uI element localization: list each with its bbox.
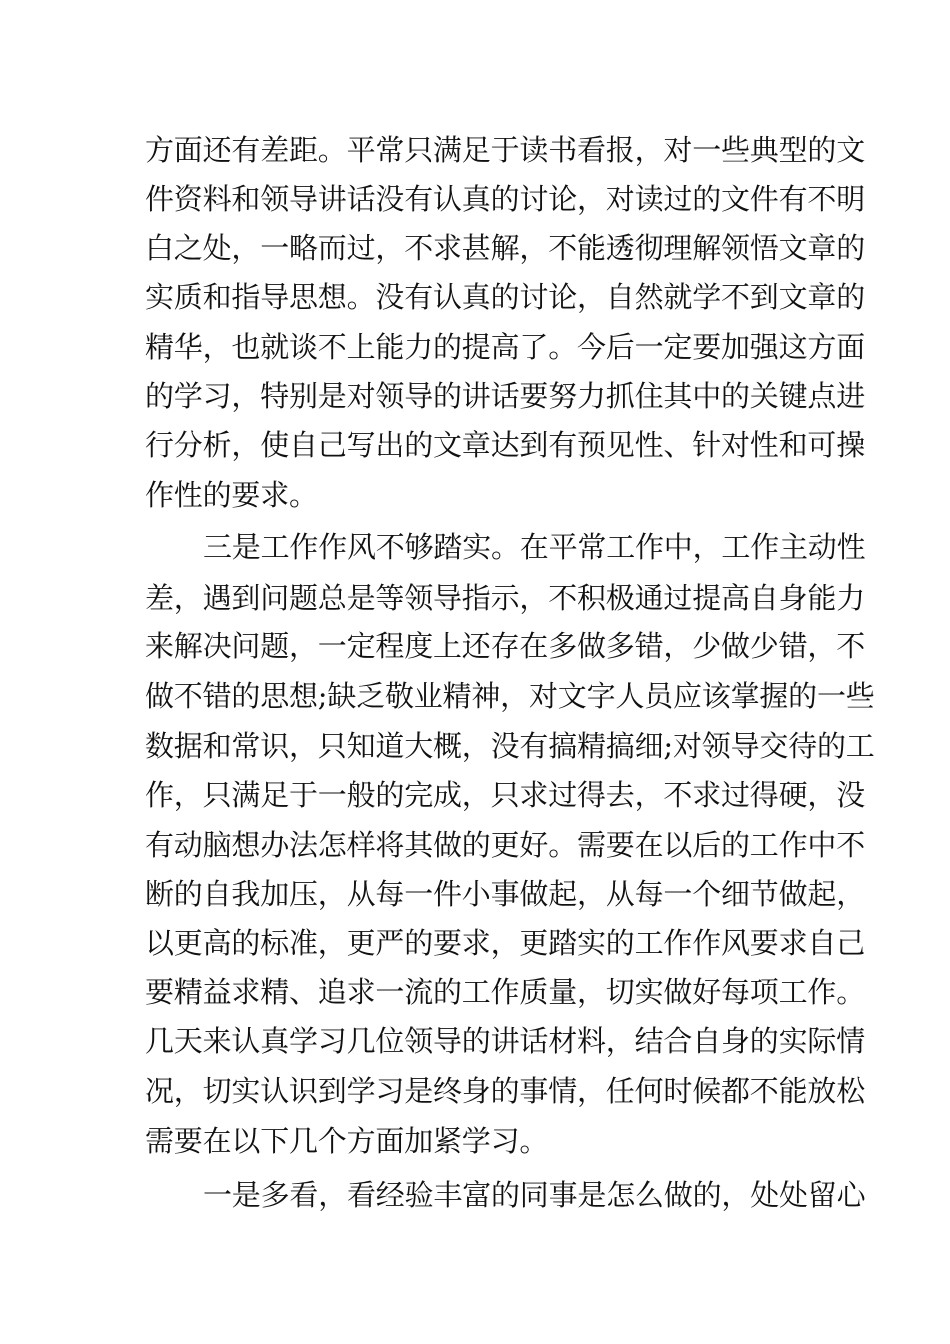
text-line: 实质和指导思想。没有认真的讨论，自然就学不到文章的 — [145, 280, 866, 314]
text-line: 断的自我加压，从每一件小事做起，从每一个细节做起， — [145, 877, 866, 911]
text-line: 作，只满足于一般的完成，只求过得去，不求过得硬，没 — [145, 778, 866, 812]
text-line: 以更高的标准，更严的要求，更踏实的工作作风要求自己 — [145, 926, 866, 960]
text-line: 件资料和领导讲话没有认真的讨论，对读过的文件有不明 — [145, 182, 866, 216]
text-line: 有动脑想办法怎样将其做的更好。需要在以后的工作中不 — [145, 828, 866, 862]
text-line: 精华，也就谈不上能力的提高了。今后一定要加强这方面 — [145, 330, 866, 364]
text-line: 作性的要求。 — [145, 478, 318, 512]
text-line: 差，遇到问题总是等领导指示，不积极通过提高自身能力 — [145, 581, 866, 615]
text-line: 的学习，特别是对领导的讲话要努力抓住其中的关键点进 — [145, 379, 866, 413]
text-line: 来解决问题，一定程度上还存在多做多错，少做少错，不 — [145, 629, 866, 663]
text-line: 况，切实认识到学习是终身的事情，任何时候都不能放松 — [145, 1074, 866, 1108]
text-line: 做不错的思想;缺乏敬业精神，对文字人员应该掌握的一些 — [145, 679, 875, 713]
paragraph-start-line: 一是多看，看经验丰富的同事是怎么做的，处处留心 — [203, 1178, 866, 1212]
text-line: 数据和常识，只知道大概，没有搞精搞细;对领导交待的工 — [145, 729, 875, 763]
text-line: 白之处，一略而过，不求甚解，不能透彻理解领悟文章的 — [145, 231, 866, 265]
text-line: 需要在以下几个方面加紧学习。 — [145, 1124, 549, 1158]
paragraph-start-line: 三是工作作风不够踏实。在平常工作中，工作主动性 — [203, 530, 866, 564]
text-line: 方面还有差距。平常只满足于读书看报，对一些典型的文 — [145, 133, 866, 167]
text-line: 几天来认真学习几位领导的讲话材料，结合自身的实际情 — [145, 1024, 866, 1058]
text-line: 要精益求精、追求一流的工作质量，切实做好每项工作。 — [145, 975, 866, 1009]
text-line: 行分析，使自己写出的文章达到有预见性、针对性和可操 — [145, 428, 866, 462]
